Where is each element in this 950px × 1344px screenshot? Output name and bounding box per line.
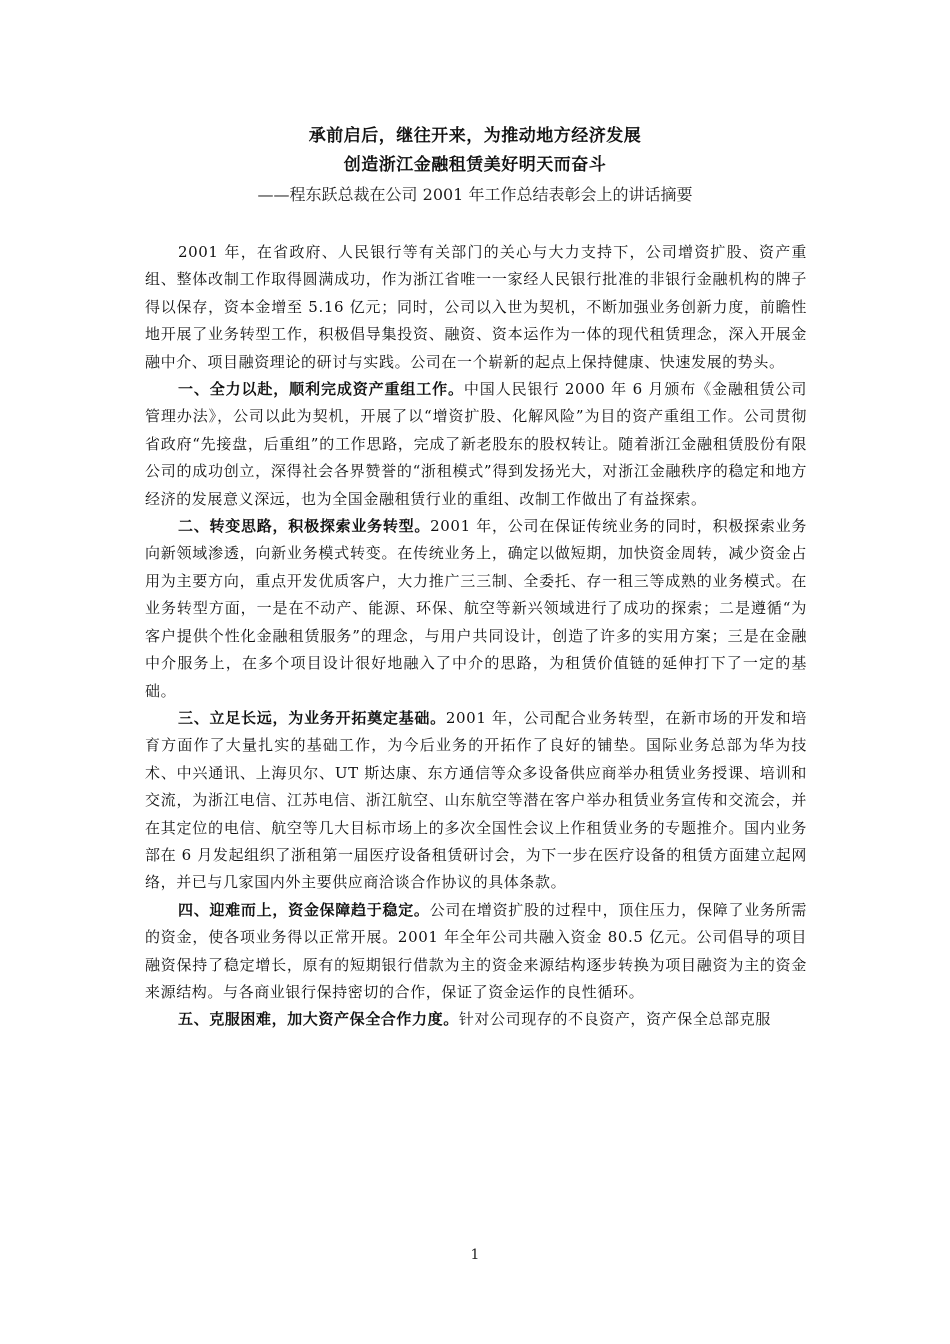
section-heading-2: 二、转变思路，积极探索业务转型。: [178, 517, 431, 536]
section-heading-5: 五、克服困难，加大资产保全合作力度。: [178, 1010, 459, 1029]
section-text-2: 2001 年，公司在保证传统业务的同时，积极探索业务向新领域渗透，向新业务模式转变。在传统业务上，确定以做短期，加快资金周转，减少资金占用为主要方向，重点开发优质客户，大力推广三三制、全委托、存一租三等成熟的业务模式。在业务转型方面，一是在不动产、能源、环保、航空等新兴领域进行了成功的探索；二是遵循“为客户提供个性化金融租赁服务”的理念，与用户共同设计，创造了许多的实用方案；三是在金融中介服务上，在多个项目设计很好地融入了中介的思路，为租赁价值链的延伸打下了一定的基础。: [145, 517, 808, 700]
section-paragraph-2: [145, 513, 807, 705]
section-text-1: 中国人民银行 2000 年 6 月颁布《金融租赁公司管理办法》，公司以此为契机，开展了以“增资扩股、化解风险”为目的资产重组工作。公司贯彻省政府“先接盘，后重组”的工作思路，完成了新老股东的股权转让。随着浙江金融租赁股份有限公司的成功创立，深得社会各界赞誉的“浙租模式”得到发扬光大，对浙江金融秩序的稳定和地方经济的发展意义深远，也为全国金融租赁行业的重组、改制工作做出了有益探索。: [145, 380, 807, 508]
section-text-4: 公司在增资扩股的过程中，顶住压力，保障了业务所需的资金，使各项业务得以正常开展。2001 年全年公司共融入资金 80.5 亿元。公司倡导的项目融资保持了稳定增长，原有的短期银行借款为主的资金来源结构逐步转换为项目融资为主的资金来源结构。与各商业银行保持密切的合作，保证了资金运作的良性循环。: [145, 900, 807, 1001]
title-block: [0, 122, 950, 209]
section-paragraph-4: [145, 897, 807, 1007]
page-number: 1: [470, 1247, 480, 1263]
intro-paragraph: 2001 年，在省政府、人民银行等有关部门的关心与大力支持下，公司增资扩股、资产重组、整体改制工作取得圆满成功，作为浙江省唯一一家经人民银行批准的非银行金融机构的牌子得以保存，资本金增至 5.16 亿元；同时，公司以入世为契机，不断加强业务创新力度，前瞻性地开展了业务转型工作，积极倡导集投资、融资、资本运作为一体的现代租赁理念，深入开展金融中介、项目融资理论的研讨与实践。公司在一个崭新的起点上保持健康、快速发展的势头。: [145, 243, 807, 371]
section-paragraph-5: [145, 1006, 807, 1033]
section-text-3: 2001 年，公司配合业务转型，在新市场的开发和培育方面作了大量扎实的基础工作，为今后业务的开拓作了良好的铺垫。国际业务总部为华为技术、中兴通讯、上海贝尔、UT 斯达康、东方通信等众多设备供应商举办租赁业务授课、培训和交流，为浙江电信、江苏电信、浙江航空、山东航空等潜在客户举办租赁业务宣传和交流会，并在其定位的电信、航空等几大目标市场上的多次全国性会议上作租赁业务的专题推介。国内业务部在 6 月发起组织了浙租第一届医疗设备租赁研讨会，为下一步在医疗设备的租赁方面建立起网络，并已与几家国内外主要供应商洽谈合作协议的具体条款。: [145, 708, 807, 892]
section-paragraph-1: [145, 376, 807, 513]
section-heading-1: 一、全力以赴，顺利完成资产重组工作。: [178, 380, 464, 399]
body-text: [145, 239, 807, 1034]
title-line-1: 承前启后，继往开来，为推动地方经济发展: [308, 126, 642, 146]
section-heading-3: 三、立足长远，为业务开拓奠定基础。: [178, 708, 446, 727]
section-heading-4: 四、迎难而上，资金保障趋于稳定。: [178, 900, 430, 919]
subtitle: ——程东跃总裁在公司 2001 年工作总结表彰会上的讲话摘要: [257, 185, 693, 204]
section-text-5: 针对公司现存的不良资产，资产保全总部克服: [458, 1010, 771, 1029]
section-paragraph-3: [145, 705, 807, 897]
title-line-2: 创造浙江金融租赁美好明天而奋斗: [343, 155, 607, 175]
